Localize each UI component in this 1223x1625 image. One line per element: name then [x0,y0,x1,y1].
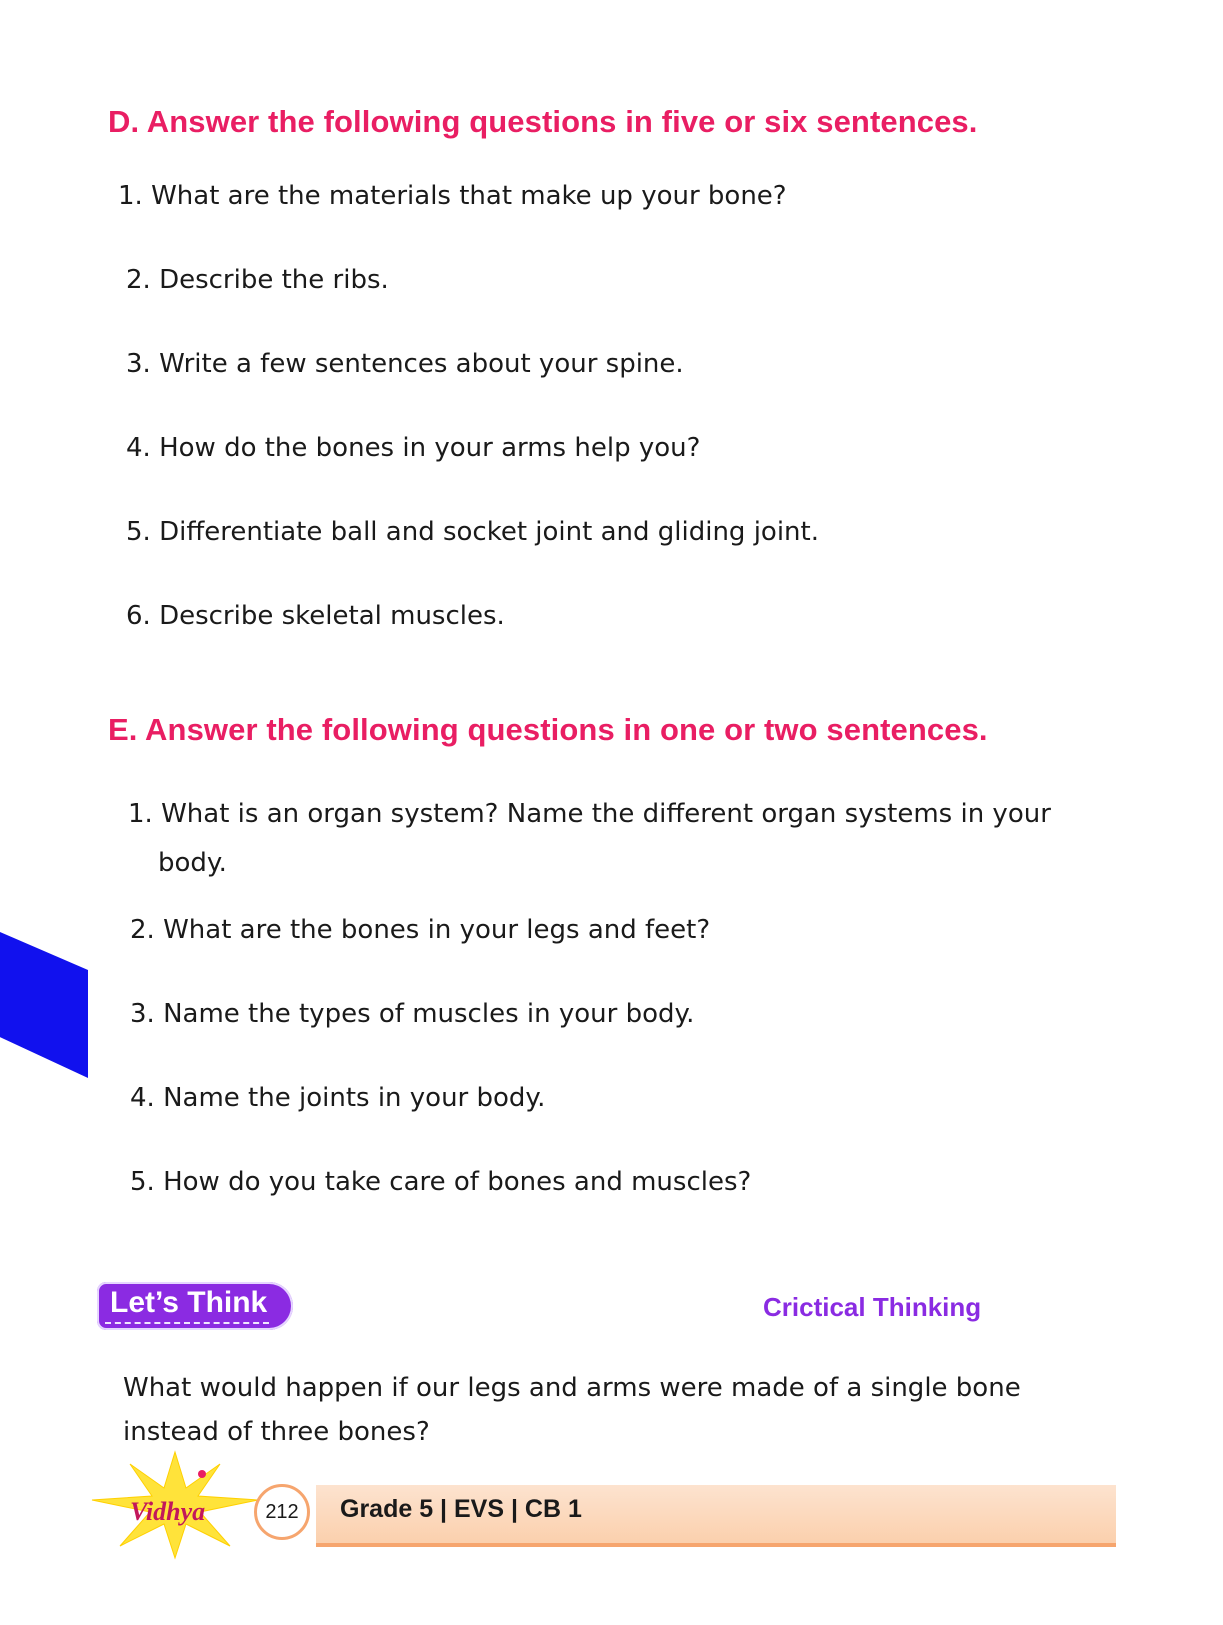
question-number: 4. [130,1083,155,1113]
question-text: What is an organ system? Name the different organ systems in your [161,799,1051,829]
question-e-5 [130,1158,751,1207]
question-number: 2. [130,915,155,945]
question-e-2 [130,906,710,955]
question-text: Write a few sentences about your spine. [159,349,684,379]
question-number: 5. [126,517,151,547]
question-text-continued: body. [158,848,227,879]
think-question: What would happen if our legs and arms were made of a single bone instead of three bones? [123,1373,1021,1448]
logo-text: Vidhya [130,1497,206,1526]
question-d-3 [126,340,684,389]
badge-dashed-line [105,1322,269,1324]
question-e-1 [128,790,1108,889]
bird-icon [198,1470,206,1478]
question-text: Describe skeletal muscles. [159,601,505,631]
page-number: 212 [254,1484,310,1540]
question-text: Describe the ribs. [159,265,389,295]
question-d-1 [118,172,787,221]
section-e-heading: E. Answer the following questions in one or two sentences. [108,712,988,747]
vidhya-logo [90,1450,260,1560]
question-number: 6. [126,601,151,631]
question-text: Differentiate ball and socket joint and gliding joint. [159,517,819,547]
question-number: 5. [130,1167,155,1197]
question-number: 1. [128,799,153,829]
question-d-4 [126,424,700,473]
side-tab-marker [0,932,88,1078]
question-number: 2. [126,265,151,295]
question-text: What are the materials that make up your bone? [151,181,787,211]
question-number: 3. [130,999,155,1029]
footer-label: Grade 5 | EVS | CB 1 [340,1495,582,1523]
question-e-3 [130,990,694,1039]
question-text: Name the joints in your body. [163,1083,546,1113]
lets-think-label: Let’s Think [110,1286,268,1319]
section-d-heading: D. Answer the following questions in five or six sentences. [108,104,978,139]
question-d-6 [126,592,505,641]
question-text: How do you take care of bones and muscles? [163,1167,752,1197]
question-number: 3. [126,349,151,379]
question-number: 4. [126,433,151,463]
question-d-5 [126,508,819,557]
question-d-2 [126,256,389,305]
question-e-4 [130,1074,545,1123]
question-text: Name the types of muscles in your body. [163,999,695,1029]
question-number: 1. [118,181,143,211]
question-text: What are the bones in your legs and feet? [163,915,711,945]
question-text: How do the bones in your arms help you? [159,433,701,463]
critical-thinking-label: Crictical Thinking [763,1292,982,1322]
lets-think-badge [97,1282,293,1330]
